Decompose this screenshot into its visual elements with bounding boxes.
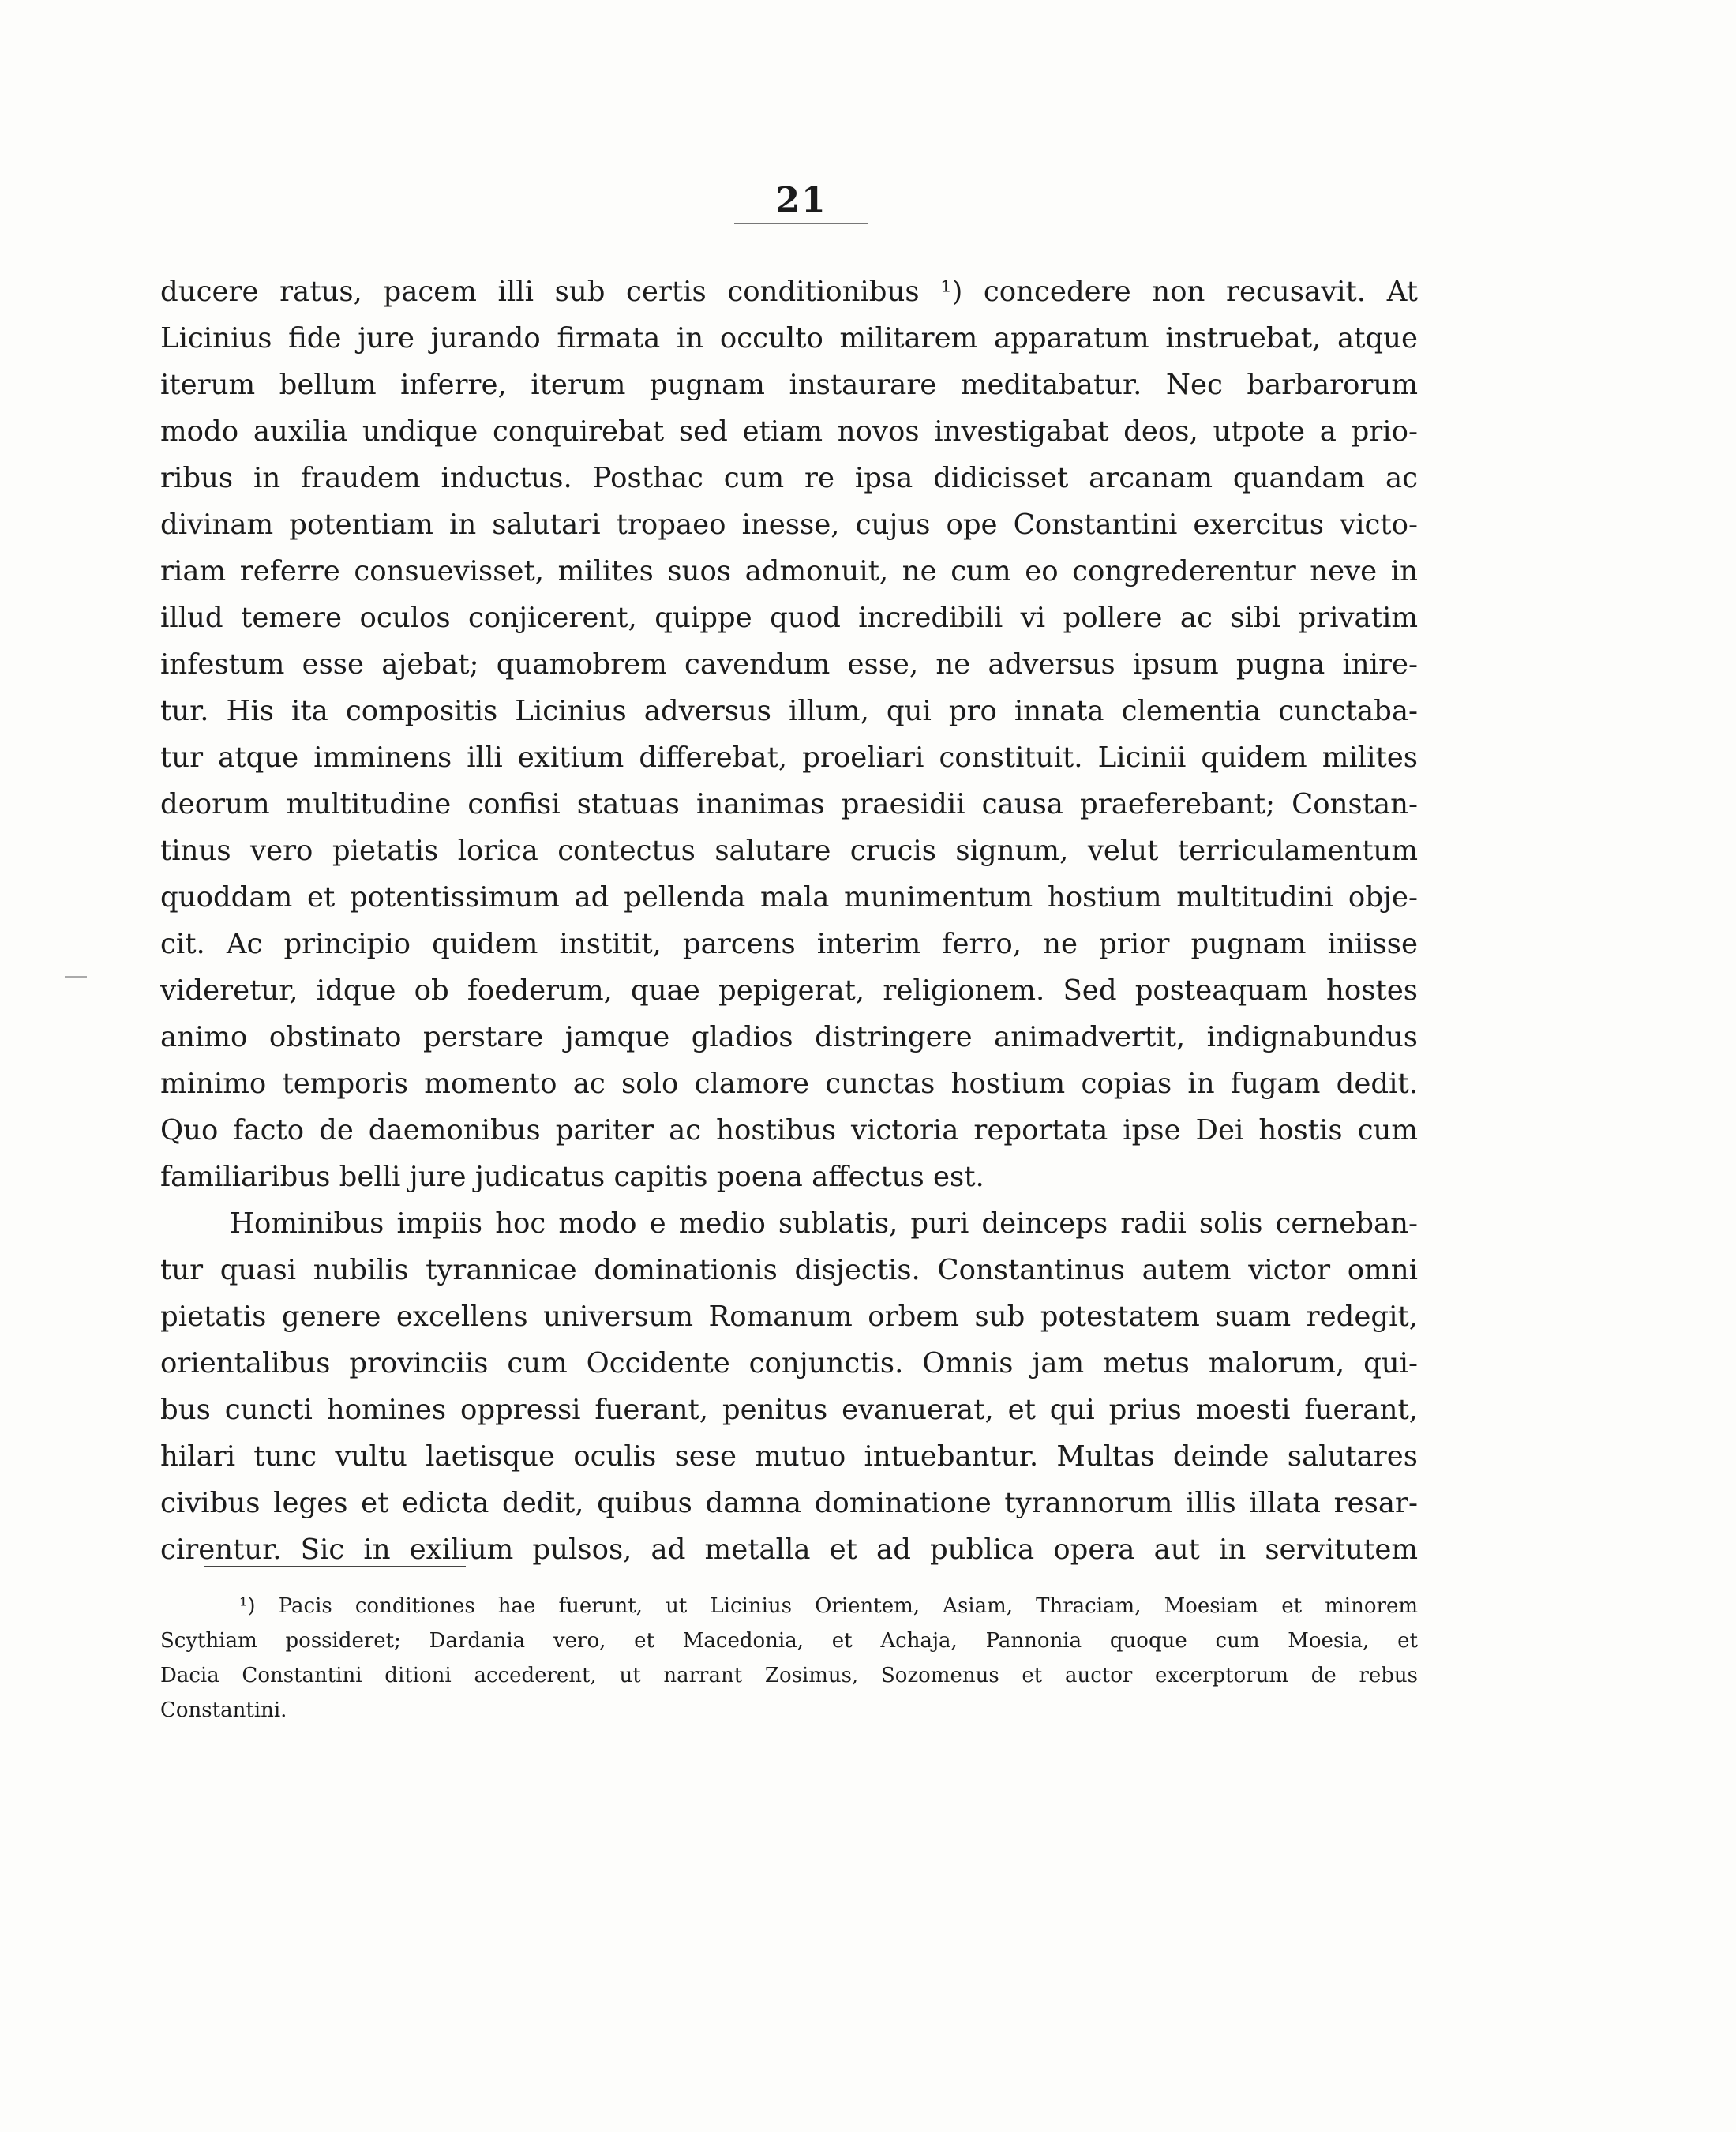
text-line: orientalibus provinciis cum Occidente conjunctis. Omnis jam metus malorum, qui-: [160, 1347, 1418, 1379]
text-line: tur atque imminens illi exitium differebat, proeliari constituit. Licinii quidem milites: [160, 741, 1418, 774]
text-line: hilari tunc vultu laetisque oculis sese mutuo intuebantur. Multas deinde salutares: [160, 1440, 1418, 1473]
text-line: ribus in fraudem inductus. Posthac cum re ipsa didicisset arcanam quandam ac: [160, 462, 1418, 494]
footnote-line: ¹) Pacis conditiones hae fuerunt, ut Licinius Orientem, Asiam, Thraciam, Moesiam et minorem: [239, 1594, 1418, 1618]
footnotes: [160, 1589, 1418, 1728]
text-line: ducere ratus, pacem illi sub certis conditionibus ¹) concedere non recusavit. At: [160, 276, 1418, 308]
footnote-line: Scythiam possideret; Dardania vero, et Macedonia, et Achaja, Pannonia quoque cum Moesia, et: [160, 1629, 1418, 1653]
text-line: bus cuncti homines oppressi fuerant, penitus evanuerat, et qui prius moesti fuerant,: [160, 1394, 1418, 1426]
footnote-line: Constantini.: [160, 1698, 287, 1722]
text-line: modo auxilia undique conquirebat sed etiam novos investigabat deos, utpote a prio-: [160, 415, 1418, 448]
text-line: tur quasi nubilis tyrannicae dominationis disjectis. Constantinus autem victor omni: [160, 1254, 1418, 1286]
text-line-paragraph-start: Hominibus impiis hoc modo e medio sublatis, puri deinceps radii solis cerneban-: [230, 1207, 1418, 1240]
text-line: riam referre consuevisset, milites suos admonuit, ne cum eo congrederentur neve in: [160, 555, 1418, 587]
text-line: infestum esse ajebat; quamobrem cavendum esse, ne adversus ipsum pugna inire-: [160, 648, 1418, 681]
text-line: iterum bellum inferre, iterum pugnam instaurare meditabatur. Nec barbarorum: [160, 369, 1418, 401]
text-line: minimo temporis momento ac solo clamore cunctas hostium copias in fugam dedit.: [160, 1068, 1418, 1100]
text-line: pietatis genere excellens universum Romanum orbem sub potestatem suam redegit,: [160, 1301, 1418, 1333]
text-line: tinus vero pietatis lorica contectus salutare crucis signum, velut terriculamentum: [160, 835, 1418, 867]
page-number: 21: [775, 180, 827, 220]
text-line: cit. Ac principio quidem institit, parcens interim ferro, ne prior pugnam iniisse: [160, 928, 1418, 960]
text-line: civibus leges et edicta dedit, quibus damna dominatione tyrannorum illis illata resar-: [160, 1487, 1418, 1519]
text-line: deorum multitudine confisi statuas inanimas praesidii causa praeferebant; Constan-: [160, 788, 1418, 820]
footnote-line: Dacia Constantini ditioni accederent, ut narrant Zosimus, Sozomenus et auctor excerptorum de rebus: [160, 1664, 1418, 1687]
page-number-rule: [734, 223, 868, 224]
footnote-rule: [204, 1566, 466, 1567]
text-line: Licinius fide jure jurando firmata in occulto militarem apparatum instruebat, atque: [160, 322, 1418, 355]
main-text: [160, 268, 1418, 1573]
text-line: videretur, idque ob foederum, quae pepigerat, religionem. Sed posteaquam hostes: [160, 974, 1418, 1007]
text-line: divinam potentiam in salutari tropaeo inesse, cujus ope Constantini exercitus victo-: [160, 509, 1418, 541]
text-line: quoddam et potentissimum ad pellenda mala munimentum hostium multitudini obje-: [160, 881, 1418, 914]
text-line: familiaribus belli jure judicatus capitis poena affectus est.: [160, 1161, 984, 1193]
text-line: cirentur. Sic in exilium pulsos, ad metalla et ad publica opera aut in servitutem: [160, 1533, 1418, 1566]
margin-mark: [65, 976, 87, 978]
text-line: animo obstinato perstare jamque gladios distringere animadvertit, indignabundus: [160, 1021, 1418, 1053]
text-line: Quo facto de daemonibus pariter ac hostibus victoria reportata ipse Dei hostis cum: [160, 1114, 1418, 1147]
text-line: illud temere oculos conjicerent, quippe quod incredibili vi pollere ac sibi privatim: [160, 602, 1418, 634]
text-line: tur. His ita compositis Licinius adversus illum, qui pro innata clementia cunctaba-: [160, 695, 1418, 727]
